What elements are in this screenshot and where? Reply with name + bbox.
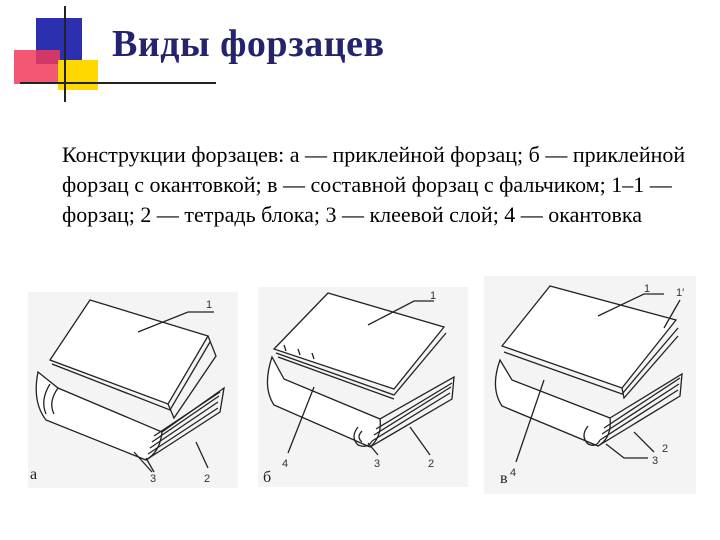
figure-b-letter: б xyxy=(263,469,272,486)
callout-b-4: 4 xyxy=(282,458,289,470)
book-illustration-a xyxy=(28,292,238,488)
callout-a-2: 2 xyxy=(204,473,211,485)
book-illustration-v xyxy=(484,276,696,494)
callout-v-2: 2 xyxy=(662,443,669,455)
callout-v-3: 3 xyxy=(652,455,659,467)
book-illustration-b xyxy=(258,287,468,487)
callout-b-3: 3 xyxy=(374,458,381,470)
callout-a-3: 3 xyxy=(150,473,157,485)
callout-b-2: 2 xyxy=(428,458,435,470)
slide-caption: Конструкции форзацев: а — приклейной форзац; б — приклейной форзац с окантовкой; в — составной форзац с фальчиком; 1–1 — форзац; 2 — тетрадь блока; 3 — клеевой слой; 4 — окантовка xyxy=(62,142,686,227)
slide-title: Виды форзацев xyxy=(112,23,385,65)
callout-v-1: 1 xyxy=(644,283,651,295)
figure-v-letter: в xyxy=(500,470,508,487)
callout-v-4: 4 xyxy=(510,467,517,479)
figure-a-letter: а xyxy=(30,466,38,483)
decor-vertical-line xyxy=(64,6,66,102)
callout-b-1: 1 xyxy=(430,290,437,302)
decor-red-square xyxy=(14,50,60,84)
figure-b xyxy=(258,287,468,487)
callout-v-1prime: 1′ xyxy=(676,287,685,299)
callout-a-1: 1 xyxy=(206,299,213,311)
decor-horizontal-line xyxy=(20,82,216,84)
figure-v xyxy=(484,276,696,494)
figure-a xyxy=(28,292,238,488)
